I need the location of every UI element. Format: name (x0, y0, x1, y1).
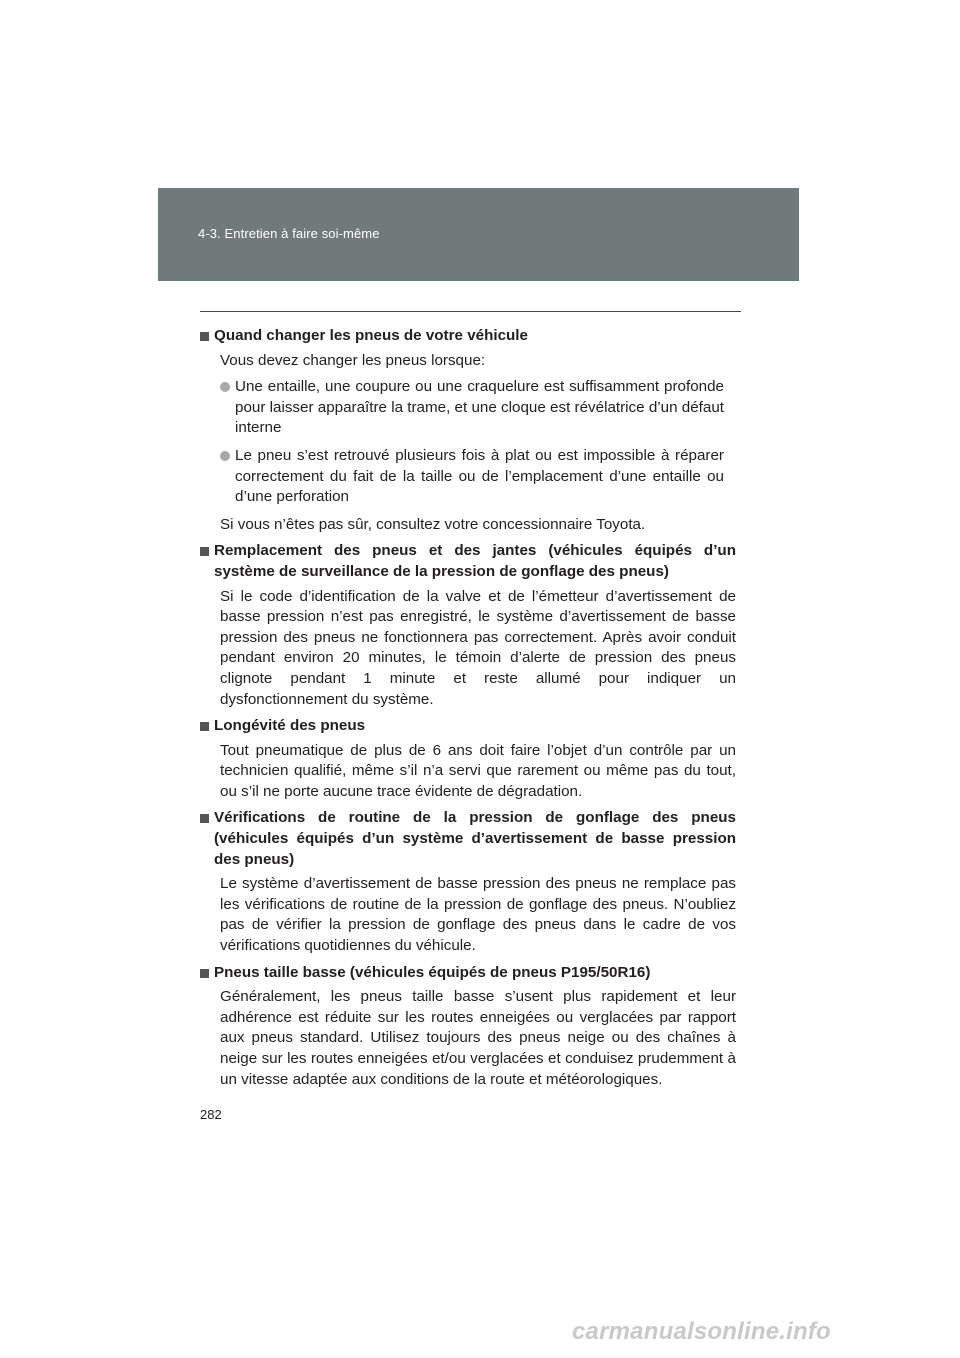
square-bullet-icon (200, 969, 209, 978)
section-heading: Quand changer les pneus de votre véhicule (200, 326, 736, 347)
list-item: Le pneu s’est retrouvé plusieurs fois à plat ou est impossible à réparer correctement du fait de la taille ou de l’emplacement d’une entaille ou d’une perforation (220, 446, 736, 508)
section-heading: Vérifications de routine de la pression de gonflage des pneus (véhicules équipés d’un système d’avertissement de basse pression des pneus) (200, 808, 736, 870)
section-heading: Remplacement des pneus et des jantes (véhicules équipés d’un système de surveillance de la pression de gonflage des pneus) (200, 541, 736, 582)
section-label: 4-3. Entretien à faire soi-même (198, 226, 380, 241)
top-rule (200, 311, 741, 312)
list-item: Une entaille, une coupure ou une craquelure est suffisamment profonde pour laisser apparaître la trame, et une cloque est révélatrice d’un défaut interne (220, 377, 736, 439)
section-tire-longevity (200, 716, 736, 802)
section-tire-wheel-replacement (200, 541, 736, 710)
circle-bullet-icon (220, 382, 230, 392)
square-bullet-icon (200, 722, 209, 731)
section-outro: Si vous n’êtes pas sûr, consultez votre concessionnaire Toyota. (220, 515, 646, 533)
bullet-list (220, 377, 736, 508)
section-heading: Longévité des pneus (200, 716, 736, 737)
section-body: Généralement, les pneus taille basse s’usent plus rapidement et leur adhérence est réduite sur les routes enneigées ou verglacées par rapport aux pneus standard. Utilisez toujours des pneus neige ou des chaînes à neige sur les routes enneigées et/ou verglacées et conduisez prudemment à un vitesse adaptée aux conditions de la route et météorologiques. (220, 988, 736, 1088)
section-intro: Vous devez changer les pneus lorsque: (220, 351, 486, 369)
section-heading: Pneus taille basse (véhicules équipés de pneus P195/50R16) (200, 963, 736, 984)
section-body: Tout pneumatique de plus de 6 ans doit faire l’objet d’un contrôle par un technicien qualifié, même s’il n’a servi que rarement ou même pas du tout, ou s’il ne porte aucune trace évidente de dégradation. (220, 741, 736, 800)
section-body: Si le code d’identification de la valve et de l’émetteur d’avertissement de basse pression n’est pas enregistré, le système d’avertissement de basse pression des pneus ne fonctionnera pas correctement. Après avoir conduit pendant environ 20 minutes, le témoin d’alerte de pression des pneus clignote pendant 1 minute et reste allumé pour indiquer un dysfonctionnement du système. (220, 587, 736, 708)
square-bullet-icon (200, 332, 209, 341)
page-content (200, 326, 736, 1096)
section-low-profile-tires (200, 963, 736, 1091)
square-bullet-icon (200, 547, 209, 556)
circle-bullet-icon (220, 451, 230, 461)
square-bullet-icon (200, 814, 209, 823)
watermark-logo: carmanualsonline.info (572, 1318, 831, 1345)
section-routine-pressure-checks (200, 808, 736, 956)
page-number: 282 (200, 1107, 222, 1122)
section-body: Le système d’avertissement de basse pression des pneus ne remplace pas les vérifications de routine de la pression de gonflage des pneus. N’oubliez pas de vérifier la pression de gonflage des pneus dans le cadre de vos vérifications quotidiennes du véhicule. (220, 875, 736, 955)
chapter-header-band (158, 188, 799, 281)
section-when-to-change (200, 326, 736, 535)
